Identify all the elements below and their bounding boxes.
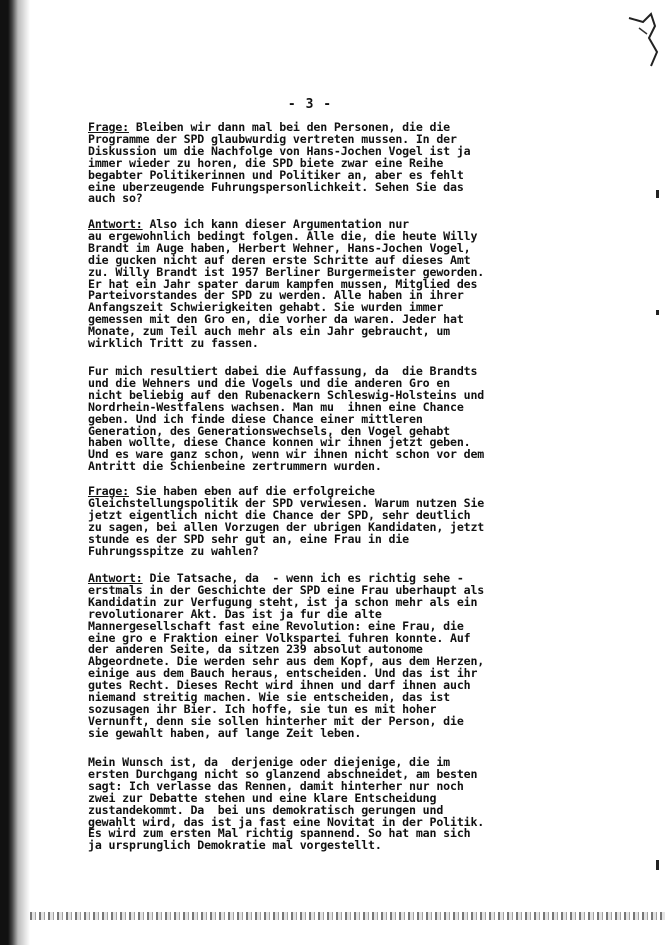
paragraph-text: au ergewohnlich bedingt folgen. Alle die, die heute Willy Brandt im Auge haben, Herbert Wehner, Hans-Jochen Vogel, die gucken nicht auf deren erste Schritte auf dieses Amt zu. Willy Brandt ist 1957 Berliner Burgermeister geworden. Er hat ein Jahr spater darum kampfen mussen, Mitglied des Parteivorstandes der SPD zu werden. Alle haben in ihrer Anfangszeit Schwierigkeiten gehabt. Sie wurden immer gemessen mit den Gro en, die vorher da waren. Jeder hat Monate, zum Teil auch mehr als ein Jahr gebraucht, um wirklich Tritt zu fassen. [88,228,485,351]
question-paragraph [88,486,628,557]
speaker-label: Frage: [88,120,129,134]
page-number: - 3 - [287,97,333,112]
paragraph-text: Gleichstellungspolitik der SPD verwiesen. Warum nutzen Sie jetzt eigentlich nicht die Chance der SPD, sehr deutlich zu sagen, bei allen Vorzugen der ubrigen Kandidaten, jetzt stunde es der SPD sehr gut an, eine Frau in die Fuhrungsspitze zu wahlen? [88,495,485,558]
speaker-label: Frage: [88,484,129,498]
scan-speck [656,310,659,315]
answer-paragraph [88,757,628,852]
paragraph-text: Mein Wunsch ist, da derjenige oder diejenige, die im ersten Durchgang nicht so glanzend abschneidet, am besten sagt: Ich verlasse das Rennen, damit hinterher nur noch zwei zur Debatte stehen und eine klare Entscheidung zustandekommt. Da bei uns demokratisch gerungen und gewahlt wird, das ist ja fast eine Novitat in der Politik. Es wird zum ersten Mal richtig spannend. So hat man sich ja ursprunglich Demokratie mal vorgestellt. [88,755,485,853]
paragraph-first-line: Die Tatsache, da - wenn ich es richtig sehe - [142,571,464,585]
paragraph-text: Fur mich resultiert dabei die Auffassung, da die Brandts und die Wehners und die Vogels und die anderen Gro en nicht beliebig auf den Rubenackern Schleswig-Holsteins und Nordrhein-Westfalens wachsen. Man mu ihnen eine Chance geben. Und ich finde diese Chance einer mittleren Generation, des Generationswechsels, den Vogel gehabt haben wollte, diese Chance konnen wir ihnen jetzt geben. Und es ware ganz schon, wenn wir ihnen nicht schon vor dem Antritt die Schienbeine zertrummern wurden. [88,364,485,474]
paragraph-first-line: Also ich kann dieser Argumentation nur [142,217,410,231]
paragraph-first-line: Bleiben wir dann mal bei den Personen, die die [128,120,450,134]
answer-paragraph [88,219,628,350]
answer-paragraph [88,573,628,740]
speaker-label: Antwort: [88,217,143,231]
scan-speck [656,860,659,870]
scan-corner-mark [621,8,661,68]
paragraph-text: erstmals in der Geschichte der SPD eine Frau uberhaupt als Kandidatin zur Verfugung steht, ist ja schon mehr als ein revolutionarer Akt. Das ist ja fur die alte Mannergesellschaft fast eine Revolution: eine Frau, die eine gro e Fraktion einer Volkspartei fuhren konnte. Auf der anderen Seite, da sitzen 239 absolut autonome Abgeordnete. Die werden sehr aus dem Kopf, aus dem Herzen, einige aus dem Bauch heraus, entscheiden. Und das ist ihr gutes Recht. Dieses Recht wird ihnen und darf ihnen auch niemand streitig machen. Wie sie entscheiden, das ist sozusagen ihr Bier. Ich hoffe, sie tun es mit hoher Vernunft, denn sie sollen hinterher mit der Person, die sie gewahlt haben, auf lange Zeit leben. [88,582,485,740]
scan-left-edge [0,0,30,945]
paragraph-first-line: Sie haben eben auf die erfolgreiche [128,484,375,498]
scan-speck [656,190,659,198]
answer-paragraph [88,366,628,473]
speaker-label: Antwort: [88,571,143,585]
question-paragraph [88,122,628,205]
scan-bottom-edge [30,912,665,920]
paragraph-text: Programme der SPD glaubwurdig vertreten mussen. In der Diskussion um die Nachfolge von Hans-Jochen Vogel ist ja immer wieder zu horen, die SPD biete zwar eine Reihe begabter Politikerinnen und Politiker an, aber es fehlt eine uberzeugende Fuhrungspersonlichkeit. Sehen Sie das auch so? [88,131,471,206]
